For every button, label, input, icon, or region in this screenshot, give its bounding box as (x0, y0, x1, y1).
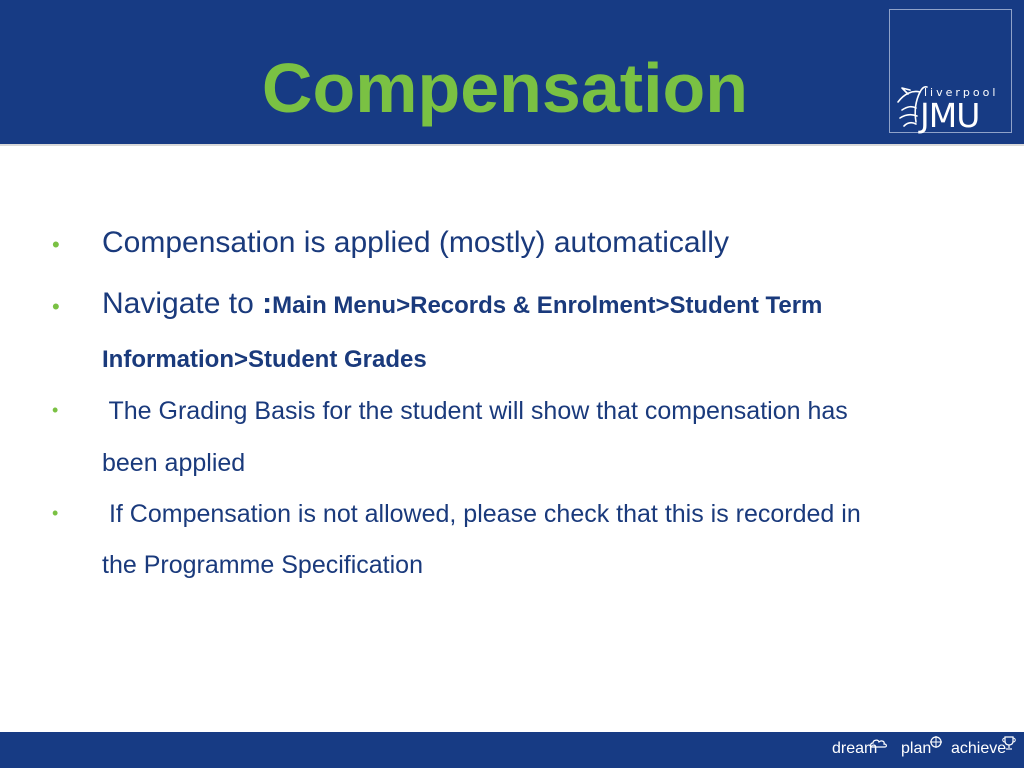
tagline-achieve: achieve (951, 740, 1007, 757)
logo-large-text: JMU (920, 96, 980, 135)
bullet-marker: • (52, 232, 60, 257)
slide-title: Compensation (261, 49, 749, 127)
logo-small-text: liverpool (924, 86, 999, 99)
bullet-4-line-2: the Programme Specification (102, 551, 423, 579)
compass-icon (929, 735, 943, 749)
bullet-3-line-1: The Grading Basis for the student will show that compensation has (102, 397, 848, 425)
navigate-prefix: Navigate to (102, 287, 263, 320)
tagline-plan: plan (901, 740, 932, 757)
navigate-colon: : (262, 287, 273, 320)
bullet-marker: • (52, 400, 59, 420)
bullet-4-line-1: If Compensation is not allowed, please check that this is recorded in (102, 500, 861, 528)
header-bar (0, 0, 1024, 144)
university-logo (889, 9, 1012, 133)
bullet-1-text: Compensation is applied (mostly) automatically (102, 226, 729, 259)
bullet-3-line-2: been applied (102, 449, 246, 477)
navigation-path-part-2: Information>Student Grades (102, 346, 427, 373)
bullet-marker: • (52, 503, 59, 523)
navigation-path-part-1: Main Menu>Records & Enrolment>Student Term (272, 292, 823, 319)
bullet-marker: • (52, 294, 60, 319)
tagline-dream: dream (832, 740, 878, 757)
cloud-icon (869, 736, 889, 750)
header-divider (0, 144, 1024, 146)
footer-bar (0, 732, 1024, 768)
bullet-2-line-1 (102, 287, 822, 321)
trophy-icon (1002, 735, 1016, 751)
